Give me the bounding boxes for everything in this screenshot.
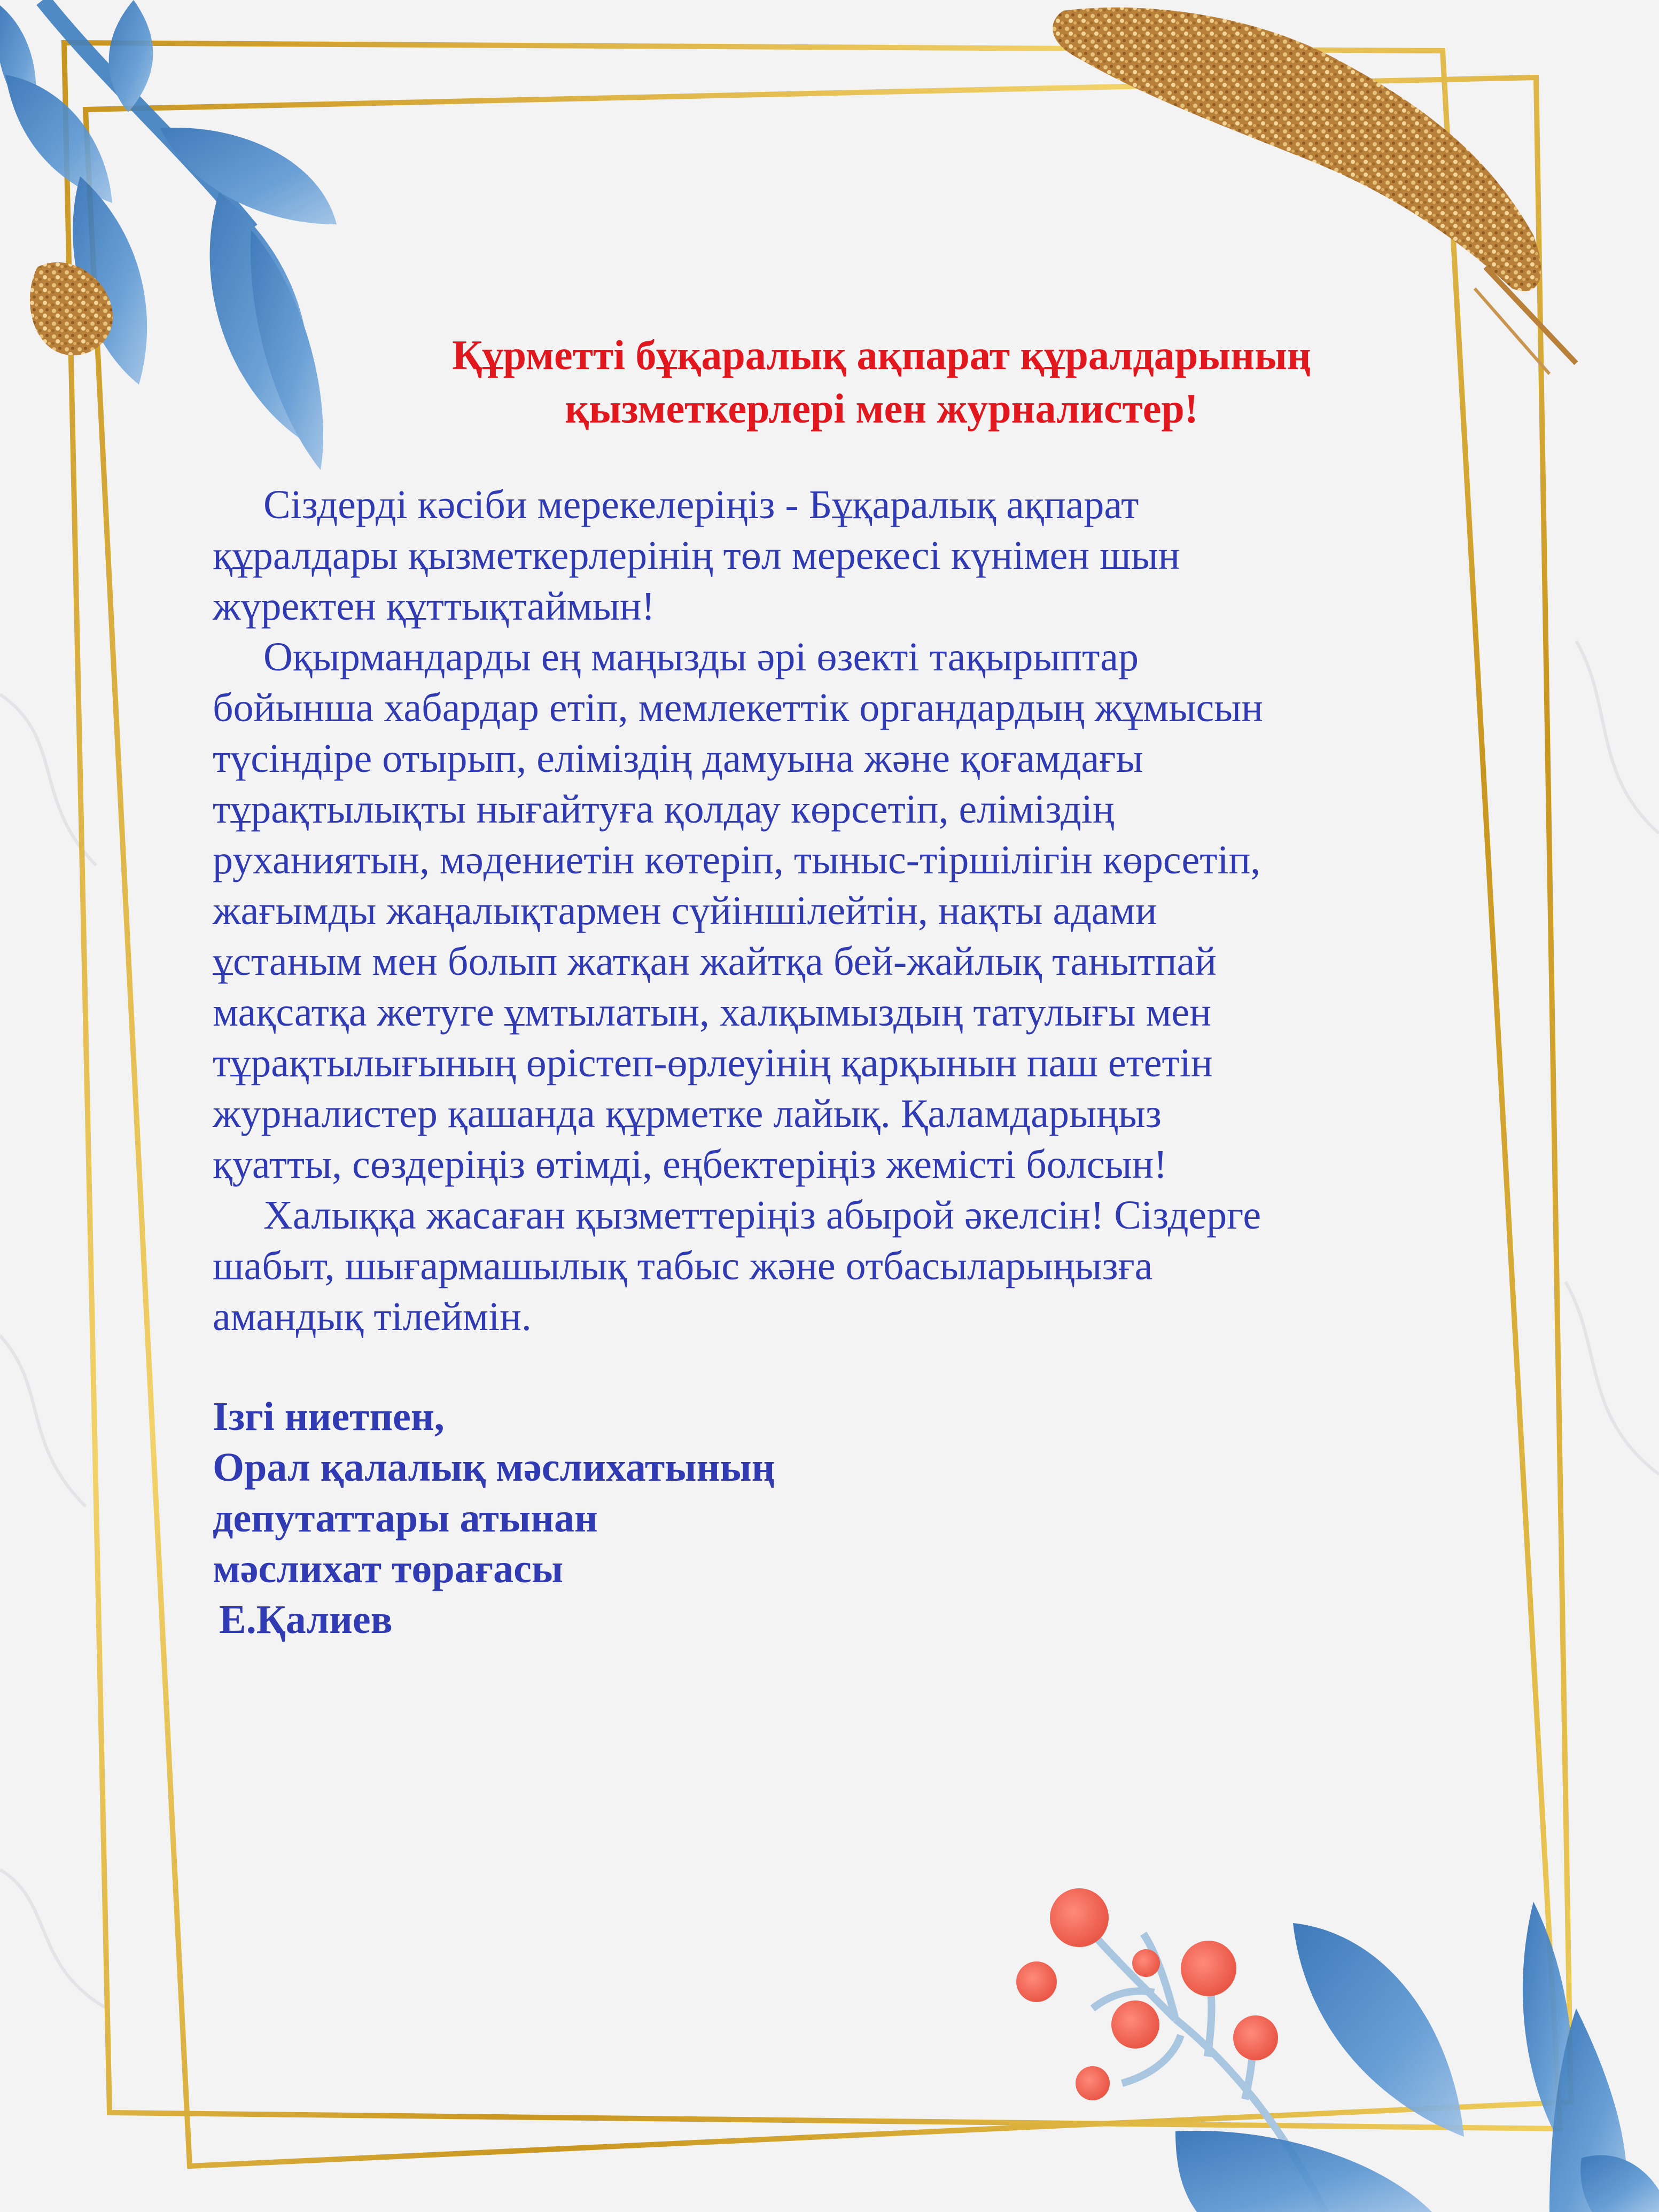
signature-greeting: Ізгі ниетпен, [213,1394,445,1439]
body-line-9: жағымды жаңалықтармен сүйіншілейтін, нақты адами [213,888,1157,933]
title-line-1: Құрметті бұқаралық ақпарат құралдарының [452,332,1311,378]
body-line-3: жүректен құттықтаймын! [213,584,655,629]
body-line-17: амандық тілеймін. [213,1294,532,1339]
signature-on-behalf: депутаттары атынан [213,1496,598,1541]
body-line-6: түсіндіре отырып, еліміздің дамуына және қоғамдағы [213,736,1143,781]
body-line-15: Халыққа жасаған қызметтеріңіз абырой әкелсін! Сіздерге [263,1193,1261,1238]
signature-name: Е.Қалиев [219,1597,393,1642]
body-line-13: журналистер қашанда құрметке лайық. Қаламдарыңыз [213,1091,1162,1136]
body-line-8: руханиятын, мәдениетін көтеріп, тыныс-тіршілігін көрсетіп, [213,838,1261,882]
body-line-10: ұстаным мен болып жатқан жайтқа бей-жайлық танытпай [213,939,1217,984]
signature-position: мәслихат төрағасы [213,1546,564,1591]
title-line-2: қызметкерлері мен журналистер! [565,385,1198,432]
body-line-4: Оқырмандарды ең маңызды әрі өзекті тақырыптар [263,635,1139,679]
body-line-2: құралдары қызметкерлерінің төл мерекесі күнімен шын [213,533,1180,578]
body-line-14: қуатты, сөздеріңіз өтімді, еңбектеріңіз жемісті болсын! [213,1142,1167,1187]
body-line-5: бойынша хабардар етіп, мемлекеттік органдардың жұмысын [213,685,1263,730]
signature-org: Орал қалалық мәслихатының [213,1445,775,1490]
body-line-11: мақсатқа жетуге ұмтылатын, халқымыздың татулығы мен [213,990,1211,1035]
body-line-1: Сіздерді кәсіби мерекелеріңіз - Бұқаралық ақпарат [263,482,1139,527]
body-line-7: тұрақтылықты нығайтуға қолдау көрсетіп, еліміздің [213,787,1115,832]
body-line-16: шабыт, шығармашылық табыс және отбасыларыңызға [213,1244,1153,1288]
body-line-12: тұрақтылығының өрістеп-өрлеуінің қарқынын паш ететін [213,1041,1213,1085]
